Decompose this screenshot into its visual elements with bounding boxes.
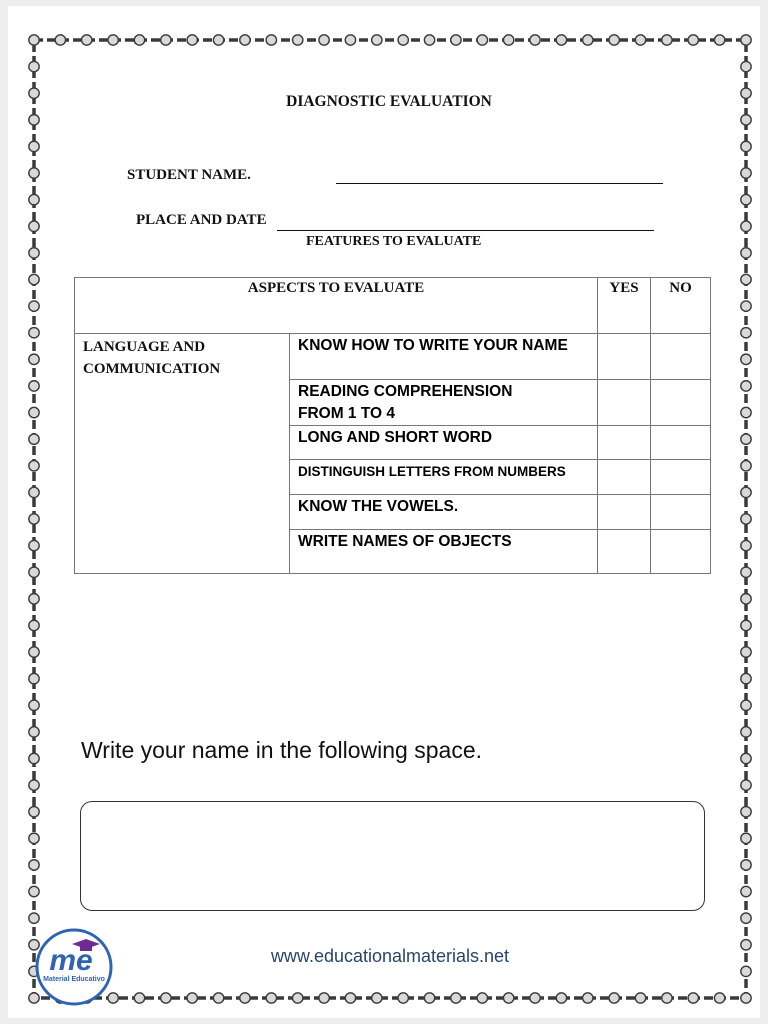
yes-checkbox-cell[interactable] (598, 426, 651, 460)
place-date-label: PLACE AND DATE (136, 212, 267, 228)
material-educativo-logo (34, 927, 114, 1007)
criterion-cell (290, 460, 598, 495)
page-title: DIAGNOSTIC EVALUATION (286, 93, 492, 110)
yes-checkbox-cell[interactable] (598, 460, 651, 495)
features-heading: FEATURES TO EVALUATE (306, 234, 482, 249)
aspects-header: ASPECTS TO EVALUATE (75, 278, 598, 334)
category-label-line2: COMMUNICATION (83, 361, 221, 377)
table-row (75, 334, 711, 380)
table-header-row (75, 278, 711, 334)
no-checkbox-cell[interactable] (651, 495, 711, 530)
yes-checkbox-cell[interactable] (598, 495, 651, 530)
criterion-text: READING COMPREHENSION (298, 383, 513, 400)
criterion-text-line2: FROM 1 TO 4 (298, 405, 396, 422)
category-cell (75, 334, 290, 574)
place-date-field[interactable] (277, 230, 654, 231)
yes-header: YES (598, 278, 651, 334)
student-name-field[interactable] (336, 183, 663, 184)
logo-subtext: Material Educativo (43, 976, 105, 983)
criterion-cell (290, 426, 598, 460)
yes-checkbox-cell[interactable] (598, 380, 651, 426)
category-label-line1: LANGUAGE AND (83, 339, 206, 355)
no-checkbox-cell[interactable] (651, 426, 711, 460)
criterion-cell (290, 334, 598, 380)
yes-checkbox-cell[interactable] (598, 334, 651, 380)
name-writing-box[interactable] (80, 801, 705, 911)
logo-text: me (49, 944, 93, 977)
criterion-text: KNOW THE VOWELS. (298, 498, 459, 515)
no-checkbox-cell[interactable] (651, 334, 711, 380)
yes-checkbox-cell[interactable] (598, 530, 651, 574)
criterion-cell (290, 380, 598, 426)
student-name-label: STUDENT NAME. (127, 167, 251, 183)
criterion-cell (290, 495, 598, 530)
name-instruction: Write your name in the following space. (81, 737, 482, 763)
criterion-text: LONG AND SHORT WORD (298, 429, 493, 446)
website-link[interactable]: www.educationalmaterials.net (270, 946, 510, 966)
evaluation-table (74, 277, 711, 574)
criterion-cell (290, 530, 598, 574)
criterion-text: DISTINGUISH LETTERS FROM NUMBERS (298, 464, 566, 479)
criterion-text: WRITE NAMES OF OBJECTS (298, 533, 512, 550)
no-checkbox-cell[interactable] (651, 530, 711, 574)
no-checkbox-cell[interactable] (651, 380, 711, 426)
no-checkbox-cell[interactable] (651, 460, 711, 495)
criterion-text: KNOW HOW TO WRITE YOUR NAME (298, 337, 568, 354)
no-header: NO (651, 278, 711, 334)
